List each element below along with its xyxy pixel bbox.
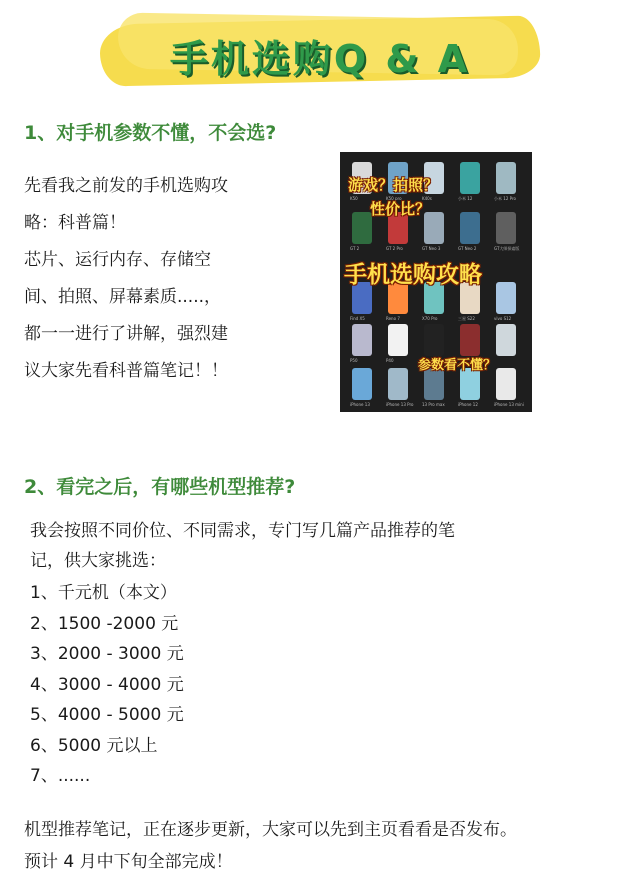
thumb-phone [352,368,372,400]
thumb-phone-label: X70 Pro [422,316,438,321]
footer-line: 预计 4 月中下旬全部完成！ [24,852,233,872]
price-list-item: 7、...... [30,766,91,786]
footer-note [24,814,517,878]
price-list-item: 6、5000 元以上 [30,735,158,756]
thumb-phone [496,162,516,194]
thumb-phone [496,282,516,314]
thumb-phone-label: 小米 12 [458,196,473,201]
price-list-item: 1、千元机（本文） [30,583,177,603]
thumb-phone [496,212,516,244]
thumb-phone-label: iPhone 13 Pro [386,402,414,407]
thumb-phone-label: 小米 12 Pro [494,196,516,201]
thumb-phone [388,324,408,356]
thumb-phone [460,324,480,356]
thumb-phone-label: K50 [350,196,358,201]
q1-line: 议大家先看科普篇笔记！！ [24,361,228,381]
q1-line: 略：科普篇！ [24,213,126,233]
thumb-phone [496,368,516,400]
thumb-phone [352,212,372,244]
q1-line: 都一一进行了讲解，强烈建 [24,324,228,344]
thumb-phone-label: vivo S12 [494,316,512,321]
thumb-phone-label: 13 Pro max [422,402,445,407]
footer-line: 机型推荐笔记，正在逐步更新，大家可以先到主页看看是否发布。 [24,820,517,840]
title-banner [100,12,540,90]
thumb-overlay-top2: 性价比？ [370,200,431,218]
thumb-phone-label: K40s [422,196,432,201]
q2-intro [30,516,455,576]
page-title: 手机选购Q & A [169,37,471,81]
thumb-phone-label: GT大师探索版 [494,246,520,251]
thumb-banner: 手机选购攻略 [344,262,482,288]
thumb-phone-label: iPhone 13 mini [494,402,524,407]
thumb-phone-label: iPhone 12 [458,402,478,407]
q1-line: 先看我之前发的手机选购攻 [24,176,228,196]
q2-intro-line: 记，供大家挑选： [30,551,166,571]
thumb-overlay-bottom: 参数看不懂？ [418,358,497,373]
q1-body [24,168,228,390]
q1-line: 芯片、运行内存、存储空 [24,250,211,270]
thumb-phone-label: GT Neo 3 [422,246,441,251]
thumb-phone-label: 三星 S22 [458,316,475,321]
thumb-phone [460,212,480,244]
q1-heading: 1、对手机参数不懂，不会选? [24,122,277,144]
price-list-item: 3、2000 - 3000 元 [30,644,184,664]
q1-line: 间、拍照、屏幕素质.....， [24,287,222,307]
thumb-phone [460,162,480,194]
price-list-item: 4、3000 - 4000 元 [30,674,184,695]
thumb-phone [352,324,372,356]
price-list-item: 2、1500 -2000 元 [30,613,179,634]
thumb-phone-label: iPhone 13 [350,402,370,407]
thumb-phone-label: K50 pro [386,196,402,201]
price-list [30,578,184,792]
thumb-phone-label: P40 [386,358,394,363]
thumb-phone-label: Find X5 [350,316,365,321]
guide-thumbnail[interactable] [340,152,532,412]
thumb-phone-label: GT 2 [350,246,360,251]
thumb-phone-label: P50 [350,358,358,363]
thumb-phone [388,368,408,400]
price-list-item: 5、4000 - 5000 元 [30,705,184,725]
q2-intro-line: 我会按照不同价位、不同需求，专门写几篇产品推荐的笔 [30,521,455,541]
q2-heading: 2、看完之后，有哪些机型推荐? [24,476,296,498]
thumb-phone-label: GT Neo 2 [458,246,477,251]
thumb-phone-label: GT 2 Pro [386,246,403,251]
thumb-phone-label: Reno 7 [386,316,400,321]
thumb-overlay-top1: 游戏？拍照？ [348,176,439,194]
thumb-phone [424,324,444,356]
thumb-phone [496,324,516,356]
